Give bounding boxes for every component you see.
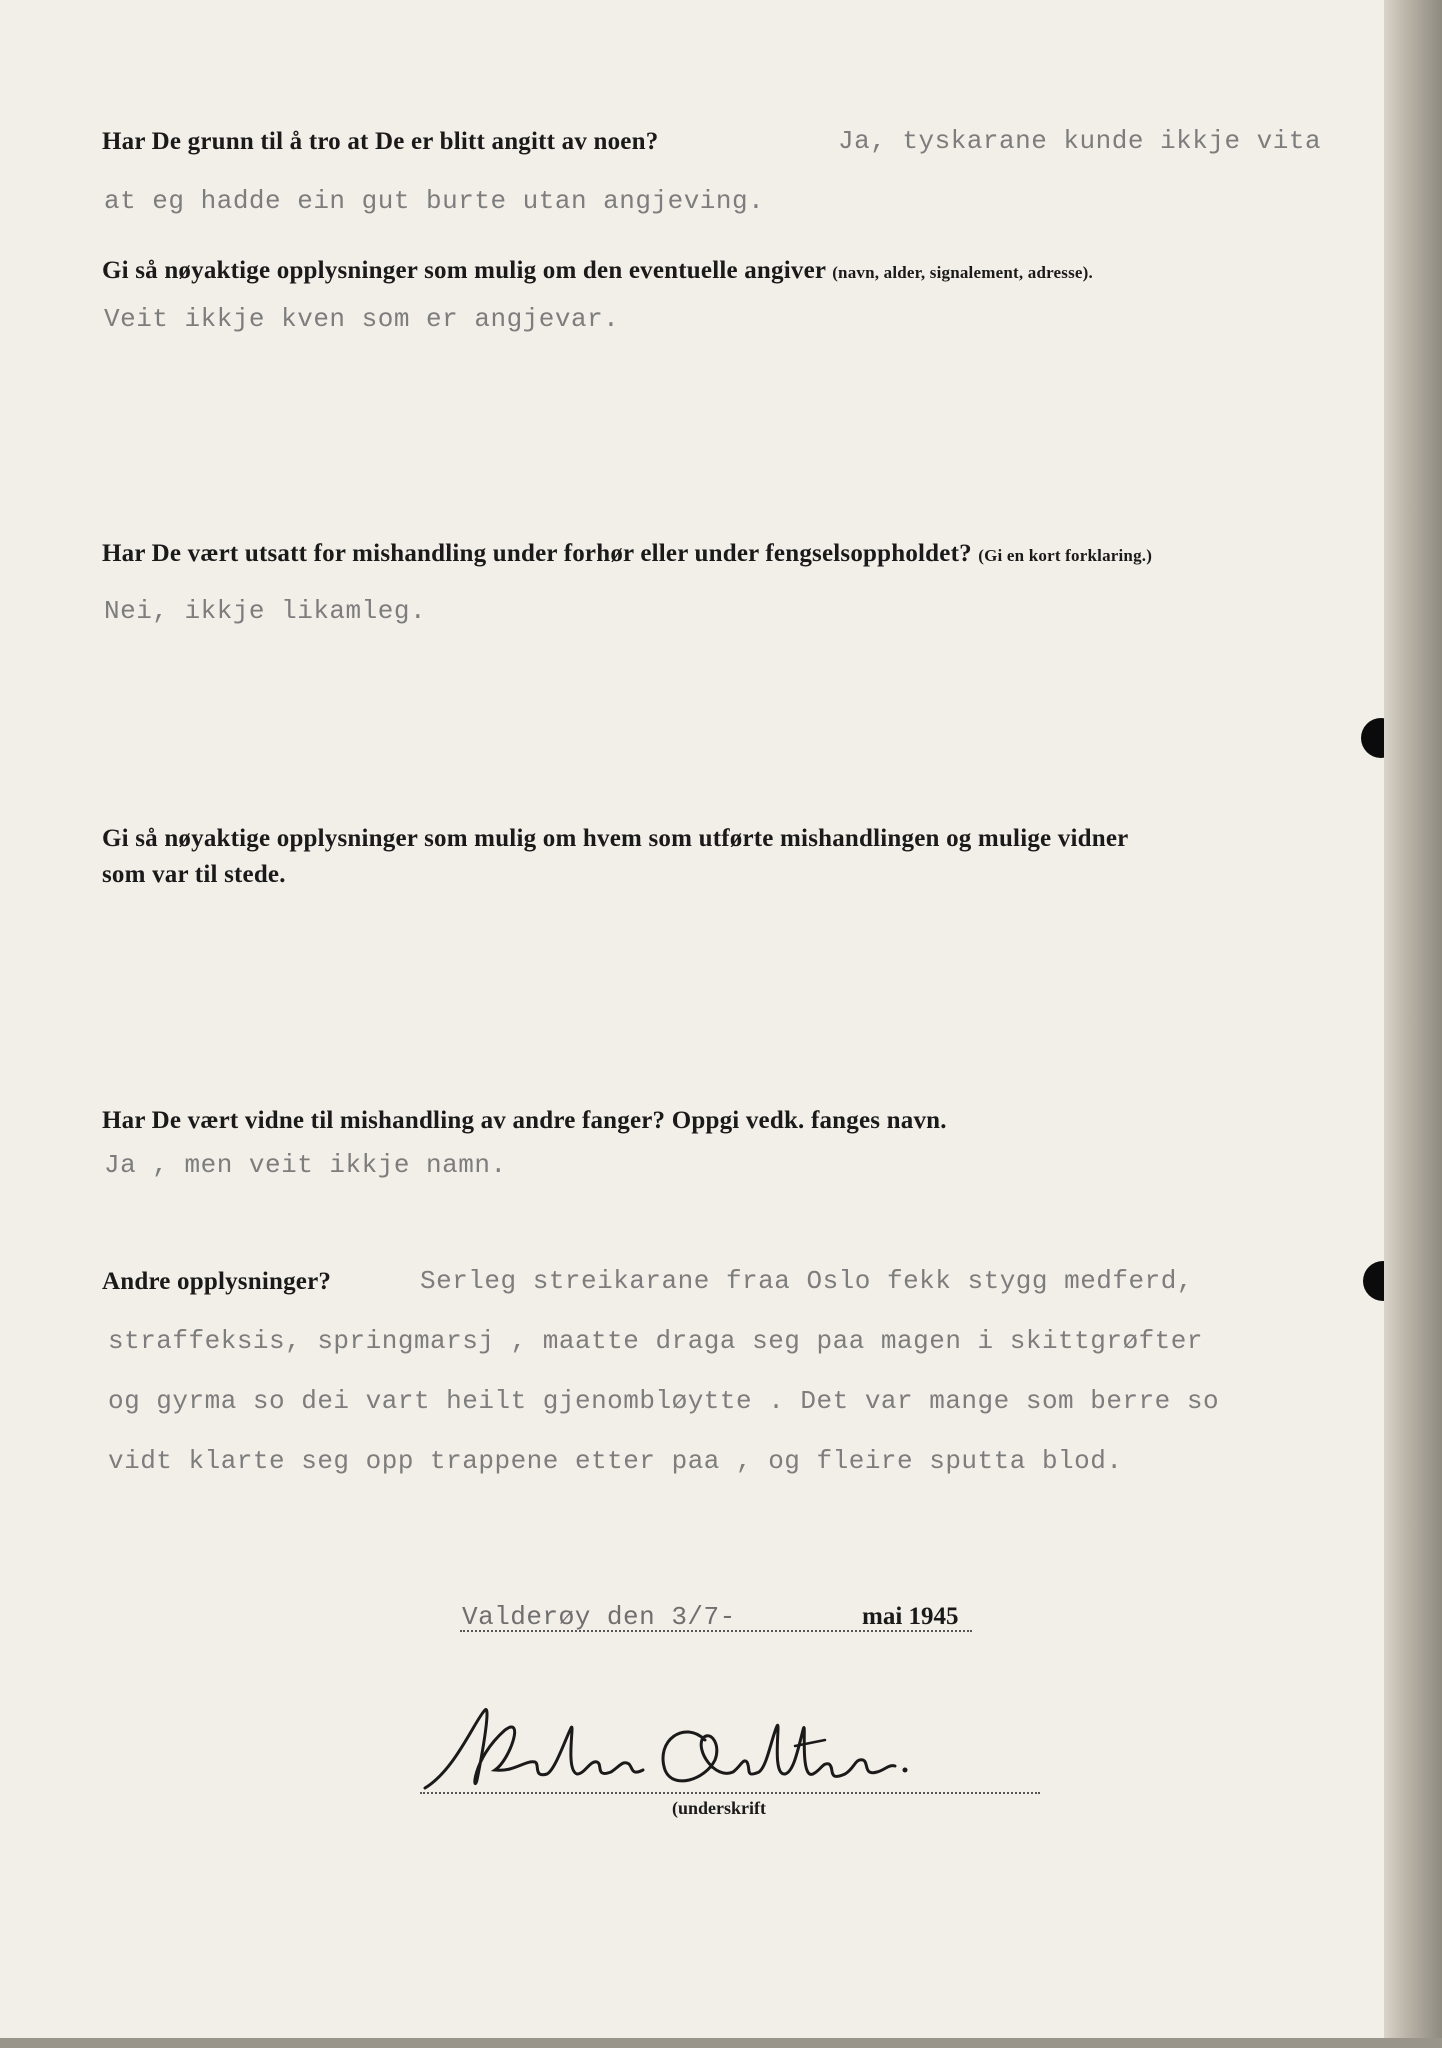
answer-angitt-line2: at eg hadde ein gut burte utan angjeving. <box>104 186 765 216</box>
answer-andre-line4: vidt klarte seg opp trappene etter paa , og fleire sputta blod. <box>108 1446 1123 1476</box>
answer-angiver: Veit ikkje kven som er angjevar. <box>104 304 620 334</box>
question-mishandling-note: (Gi en kort forklaring.) <box>978 546 1153 565</box>
question-vidne: Har De vært vidne til mishandling av andre fanger? Oppgi vedk. fanges navn. <box>102 1107 947 1134</box>
question-angiver <box>102 257 1093 285</box>
answer-andre-line3: og gyrma so dei vart heilt gjenombløytte . Det var mange som berre so <box>108 1386 1220 1416</box>
question-utforte-line1: Gi så nøyaktige opplysninger som mulig om hvem som utførte mishandlingen og mulige vidner <box>102 825 1129 852</box>
date-place: Valderøy den 3/7- <box>462 1602 736 1632</box>
question-mishandling <box>102 540 1152 568</box>
question-angitt: Har De grunn til å tro at De er blitt angitt av noen? <box>102 128 659 155</box>
question-angiver-text: Gi så nøyaktige opplysninger som mulig om den eventuelle angiver <box>102 257 826 284</box>
date-month-year: mai 1945 <box>862 1603 959 1630</box>
answer-andre-line1: Serleg streikarane fraa Oslo fekk stygg medferd, <box>420 1266 1193 1296</box>
question-angiver-note: (navn, alder, signalement, adresse). <box>832 263 1093 282</box>
question-utforte-line2: som var til stede. <box>102 861 286 888</box>
question-mishandling-text: Har De vært utsatt for mishandling under forhør eller under fengselsoppholdet? <box>102 540 972 567</box>
answer-andre-line2: straffeksis, springmarsj , maatte draga seg paa magen i skittgrøfter <box>108 1326 1203 1356</box>
signature-dotted-line <box>420 1792 1040 1794</box>
answer-vidne: Ja , men veit ikkje namn. <box>104 1150 507 1180</box>
answer-angitt-line1: Ja, tyskarane kunde ikkje vita <box>838 126 1322 156</box>
question-andre: Andre opplysninger? <box>102 1268 332 1295</box>
answer-mishandling: Nei, ikkje likamleg. <box>104 596 427 626</box>
scan-edge-bottom <box>0 2038 1442 2048</box>
scan-edge-right <box>1384 0 1442 2048</box>
signature-caption: (underskrift <box>672 1798 766 1818</box>
